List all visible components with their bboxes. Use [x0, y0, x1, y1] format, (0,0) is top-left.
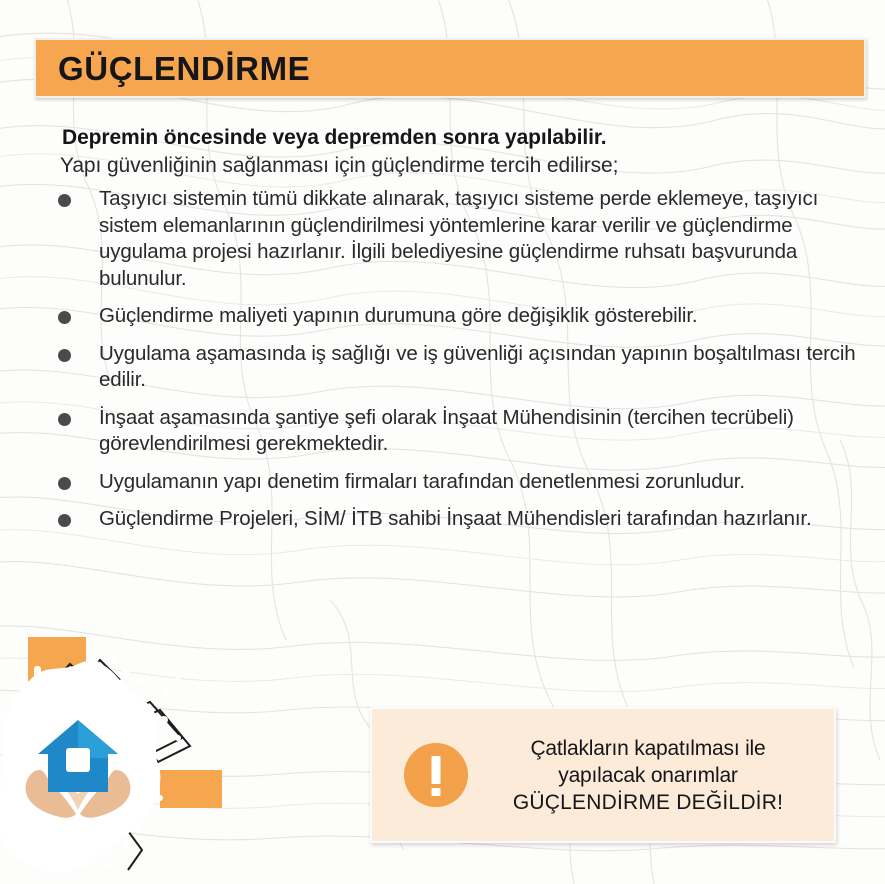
list-item-text: İnşaat aşamasında şantiye şefi olarak İnşaat Mühendisinin (tercihen tecrübeli) görevlendirilmesi gerekmektedir.	[99, 405, 794, 455]
list-item	[0, 506, 885, 533]
title-banner	[34, 38, 866, 98]
warning-line-2: yapılacak onarımlar	[558, 763, 738, 787]
bullet-dot-icon	[58, 514, 71, 527]
bullet-list	[0, 186, 885, 533]
intro-normal-line: Yapı güvenliğinin sağlanması için güçlendirme tercih edilirse;	[60, 154, 619, 177]
warning-line-1: Çatlakların kapatılması ile	[530, 736, 766, 760]
list-item-text: Taşıyıcı sistemin tümü dikkate alınarak, taşıyıcı sisteme perde eklemeye, taşıyıcı sistem elemanlarının güçlendirilmesi yöntemlerine karar verilir ve güçlendirme uygulama projesi hazırlanır. İlgili belediyesine güçlendirme ruhsatı başvurunda bulunulur.	[99, 187, 819, 290]
house-in-hands-illustration	[0, 620, 300, 884]
exclamation-stem	[432, 756, 441, 784]
bullet-dot-icon	[58, 413, 71, 426]
list-item	[0, 303, 885, 330]
list-item-text: Güçlendirme Projeleri, SİM/ İTB sahibi İnşaat Mühendisleri tarafından hazırlanır.	[99, 507, 812, 530]
warning-line-3: GÜÇLENDİRME DEĞİLDİR!	[512, 790, 784, 814]
list-item	[0, 341, 885, 394]
list-item-text: Güçlendirme maliyeti yapının durumuna göre değişiklik gösterebilir.	[99, 304, 698, 327]
bullet-dot-icon	[58, 194, 71, 207]
page-title: GÜÇLENDİRME	[58, 49, 311, 87]
warning-callout	[370, 707, 836, 843]
list-item	[0, 405, 885, 458]
bullet-dot-icon	[58, 349, 71, 362]
warning-text	[468, 735, 834, 816]
list-item-text: Uygulama aşamasında iş sağlığı ve iş güvenliği açısından yapının boşaltılması tercih edilir.	[99, 341, 856, 391]
intro-bold-line: Depremin öncesinde veya depremden sonra yapılabilir.	[62, 126, 607, 149]
list-item-text: Uygulamanın yapı denetim firmaları tarafından denetlenmesi zorunludur.	[99, 469, 745, 493]
list-item	[0, 186, 885, 292]
content-body	[0, 126, 885, 544]
bullet-dot-icon	[58, 477, 71, 490]
bullet-dot-icon	[58, 311, 71, 324]
exclamation-icon	[404, 743, 468, 807]
exclamation-dot	[432, 788, 441, 796]
list-item	[0, 469, 885, 496]
orange-accent-block-bottom	[160, 770, 222, 808]
